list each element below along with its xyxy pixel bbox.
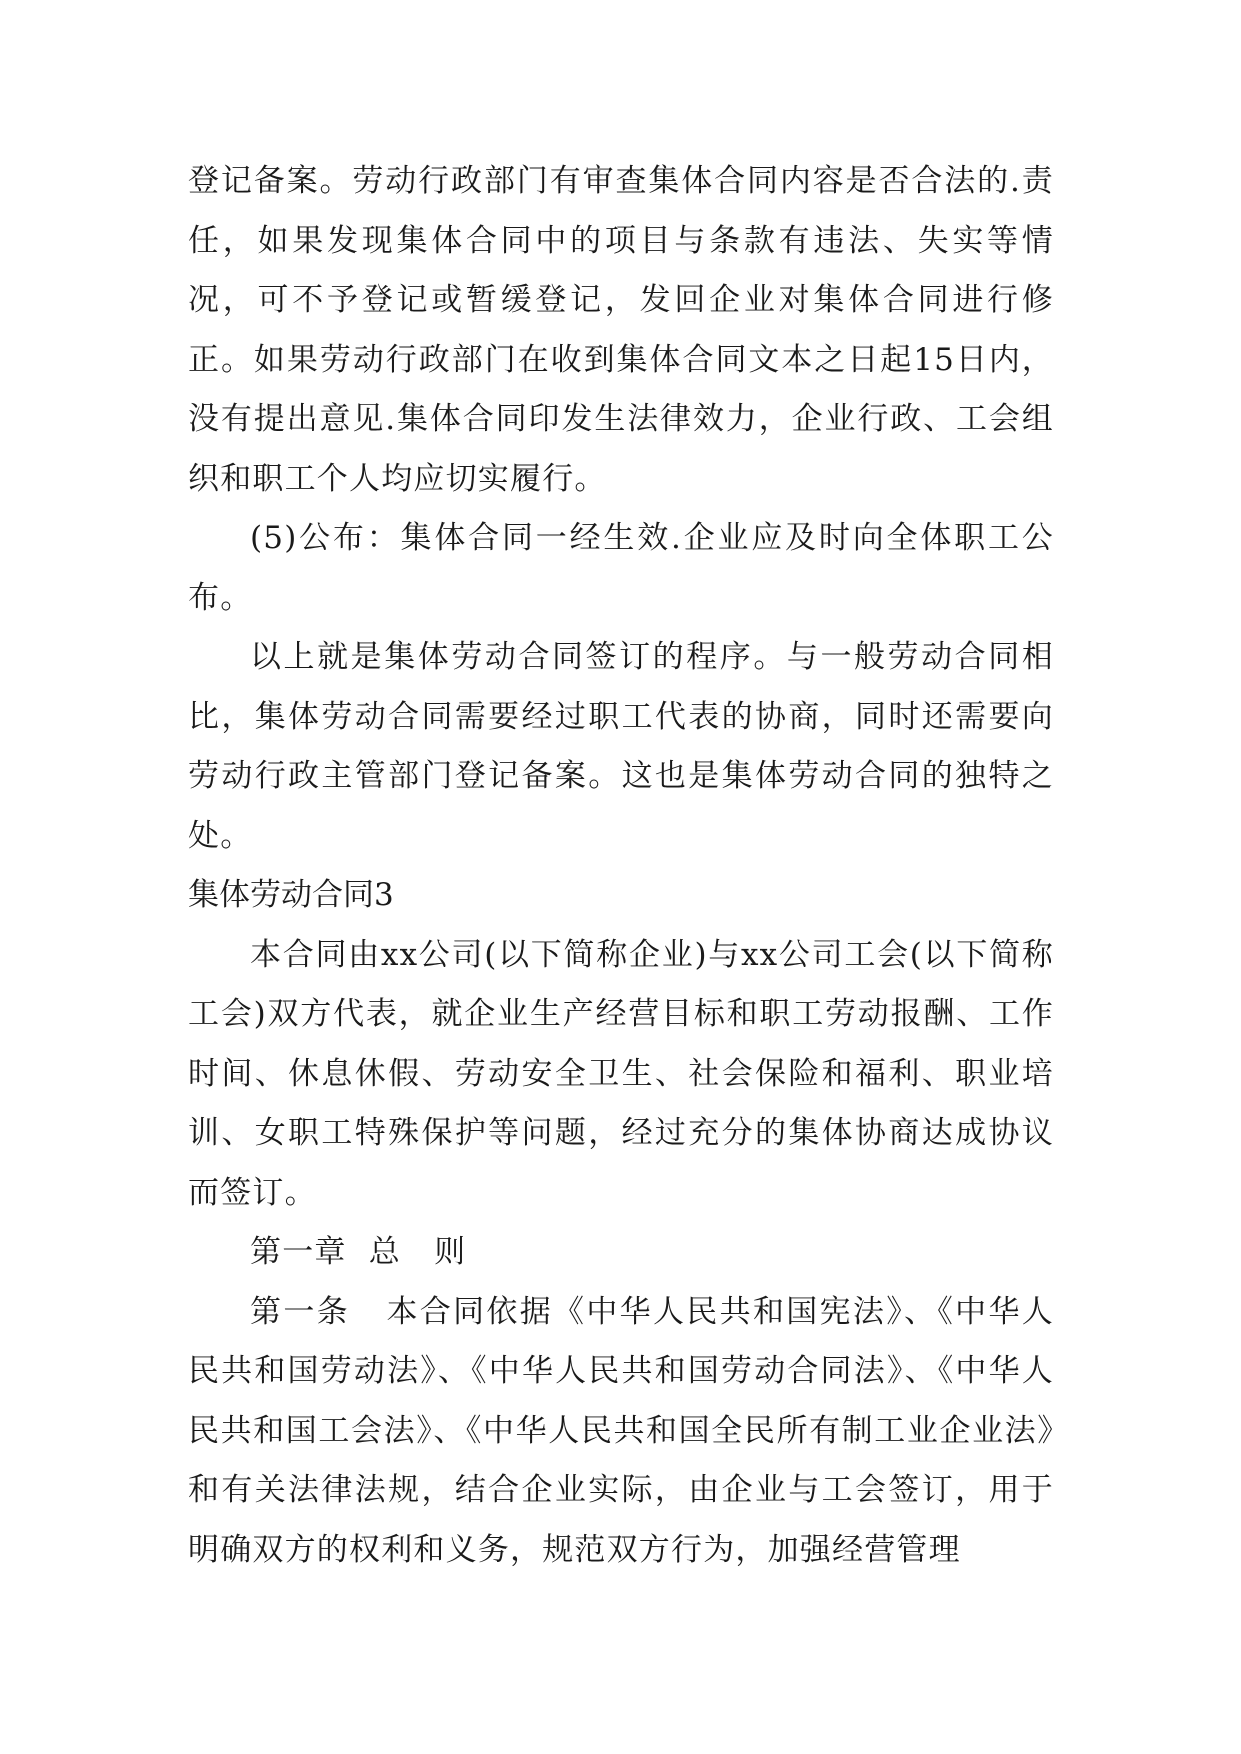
paragraph-article-one: 第一条 本合同依据《中华人民共和国宪法》、《中华人民共和国劳动法》、《中华人民共和国劳动合同法》、《中华人民共和国工会法》、《中华人民共和国全民所有制工业企业法》和有关法律法规，结合企业实际，由企业与工会签订，用于明确双方的权利和义务，规范双方行为，加强经营管理	[188, 1293, 1054, 1568]
paragraph-publication: (5)公布：集体合同一经生效.企业应及时向全体职工公布。	[188, 520, 1054, 616]
paragraph-contract-preamble: 本合同由xx公司(以下简称企业)与xx公司工会(以下简称工会)双方代表，就企业生产经营目标和职工劳动报酬、工作时间、休息休假、劳动安全卫生、社会保险和福利、职业培训、女职工特殊保护等问题，经过充分的集体协商达成协议而签订。	[188, 936, 1054, 1211]
document-body	[188, 152, 1054, 1580]
paragraph-registration-review: 登记备案。劳动行政部门有审查集体合同内容是否合法的.责任，如果发现集体合同中的项目与条款有违法、失实等情况，可不予登记或暂缓登记，发回企业对集体合同进行修正。如果劳动行政部门在收到集体合同文本之日起15日内，没有提出意见.集体合同印发生法律效力，企业行政、工会组织和职工个人均应切实履行。	[188, 163, 1054, 497]
section-heading-contract-3: 集体劳动合同3	[188, 877, 394, 913]
paragraph-procedure-summary: 以上就是集体劳动合同签订的程序。与一般劳动合同相比，集体劳动合同需要经过职工代表的协商，同时还需要向劳动行政主管部门登记备案。这也是集体劳动合同的独特之处。	[188, 639, 1054, 854]
chapter-heading-general-provisions: 第一章 总 则	[250, 1234, 467, 1270]
